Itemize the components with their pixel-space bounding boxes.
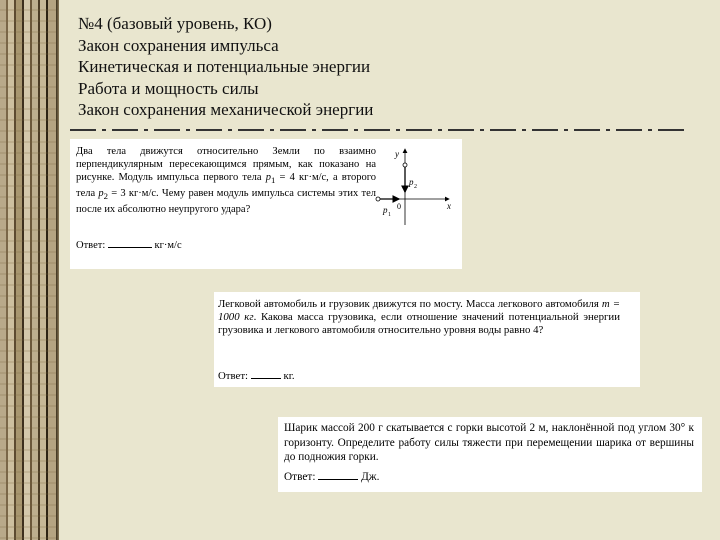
dash-segment bbox=[616, 129, 642, 131]
body-top bbox=[403, 163, 407, 167]
task-text: Шарик массой 200 г скатывается с горки высотой 2 м, наклонённой под углом 30° к горизонту. Определите работу силы тяжести при перемещении шарика от вершины до подножия горки. bbox=[284, 422, 694, 463]
origin-label: 0 bbox=[397, 202, 401, 211]
vector-p1-label: p bbox=[383, 205, 388, 215]
dash-segment bbox=[606, 129, 610, 131]
answer-blank[interactable] bbox=[251, 368, 281, 379]
answer-blank[interactable] bbox=[318, 469, 358, 480]
dash-segment bbox=[322, 129, 348, 131]
dash-segment bbox=[228, 129, 232, 131]
task-card-momentum bbox=[70, 139, 462, 269]
task-card-potential-energy bbox=[214, 292, 640, 387]
dash-segment bbox=[532, 129, 558, 131]
dash-segment bbox=[490, 129, 516, 131]
header-line: Кинетическая и потенциальные энергии bbox=[78, 57, 371, 76]
answer-line bbox=[76, 237, 376, 252]
body-left bbox=[376, 197, 380, 201]
dash-segment bbox=[354, 129, 358, 131]
dash-segment bbox=[154, 129, 180, 131]
dash-segment bbox=[574, 129, 600, 131]
task-text bbox=[218, 298, 620, 338]
header-line: Закон сохранения импульса bbox=[78, 35, 279, 55]
dashed-divider bbox=[70, 129, 702, 131]
symbol-p1: p bbox=[265, 172, 271, 183]
subscript: 1 bbox=[270, 175, 276, 186]
dash-segment bbox=[522, 129, 526, 131]
dash-segment bbox=[406, 129, 432, 131]
subscript: 2 bbox=[103, 191, 109, 202]
symbol-p2: p bbox=[98, 188, 104, 200]
answer-unit: кг·м/с bbox=[151, 240, 182, 251]
task-text-part: Легковой автомобиль и грузовик движутся по мосту. Масса легкового автомобиля bbox=[218, 298, 602, 310]
answer-unit: кг. bbox=[280, 370, 295, 382]
task-text bbox=[76, 145, 376, 216]
dash-segment bbox=[396, 129, 400, 131]
answer-label: Ответ: bbox=[284, 471, 319, 483]
header-line: Закон сохранения механической энергии bbox=[78, 100, 374, 119]
header-line: Работа и мощность силы bbox=[78, 78, 259, 98]
task-text-part: = 4 кг·м/с, а второго тела bbox=[76, 172, 377, 200]
answer-line bbox=[218, 368, 295, 383]
dash-segment bbox=[238, 129, 264, 131]
dash-segment bbox=[144, 129, 148, 131]
dash-segment bbox=[480, 129, 484, 131]
strip-border bbox=[56, 0, 59, 540]
momentum-diagram bbox=[375, 147, 455, 227]
dash-segment bbox=[658, 129, 684, 131]
task-text-part: . Какова масса грузовика, если отношение значений потенциальной энергии грузовика и легкового автомобиля относительно уровня воды равно 4? bbox=[218, 311, 620, 337]
x-axis-label: x bbox=[447, 201, 451, 211]
task-text-part: = 3 кг·м/с. Чему равен модуль импульса системы этих тел после их абсолютно неупругого удара? bbox=[76, 188, 376, 216]
vector-p1-sub: 1 bbox=[388, 212, 391, 218]
vector-p2-sub: 2 bbox=[414, 184, 417, 190]
dash-segment bbox=[112, 129, 138, 131]
dash-segment bbox=[448, 129, 474, 131]
y-axis-label: y bbox=[395, 149, 399, 159]
answer-label: Ответ: bbox=[76, 240, 108, 251]
answer-line bbox=[284, 469, 379, 485]
task-card-work bbox=[278, 417, 702, 492]
answer-label: Ответ: bbox=[218, 370, 251, 382]
answer-blank[interactable] bbox=[108, 237, 152, 248]
dash-segment bbox=[648, 129, 652, 131]
dash-segment bbox=[270, 129, 274, 131]
answer-unit: Дж. bbox=[358, 471, 380, 483]
dash-segment bbox=[280, 129, 306, 131]
decorative-side-strip bbox=[0, 0, 56, 540]
slide-header bbox=[78, 13, 678, 121]
dash-segment bbox=[102, 129, 106, 131]
dash-segment bbox=[70, 129, 96, 131]
dash-segment bbox=[196, 129, 222, 131]
dash-segment bbox=[186, 129, 190, 131]
dash-segment bbox=[312, 129, 316, 131]
dash-segment bbox=[438, 129, 442, 131]
task-text-part: Два тела движутся относительно Земли по взаимно перпендикулярным пересекающимся прямым, как показано на рисунке. Модуль импульса первого тела bbox=[76, 146, 376, 183]
mass-value: m = 1000 кг bbox=[218, 298, 620, 324]
dash-segment bbox=[364, 129, 390, 131]
vector-p2-label: p bbox=[409, 177, 414, 187]
dash-segment bbox=[564, 129, 568, 131]
header-line: №4 (базовый уровень, КО) bbox=[78, 14, 272, 33]
